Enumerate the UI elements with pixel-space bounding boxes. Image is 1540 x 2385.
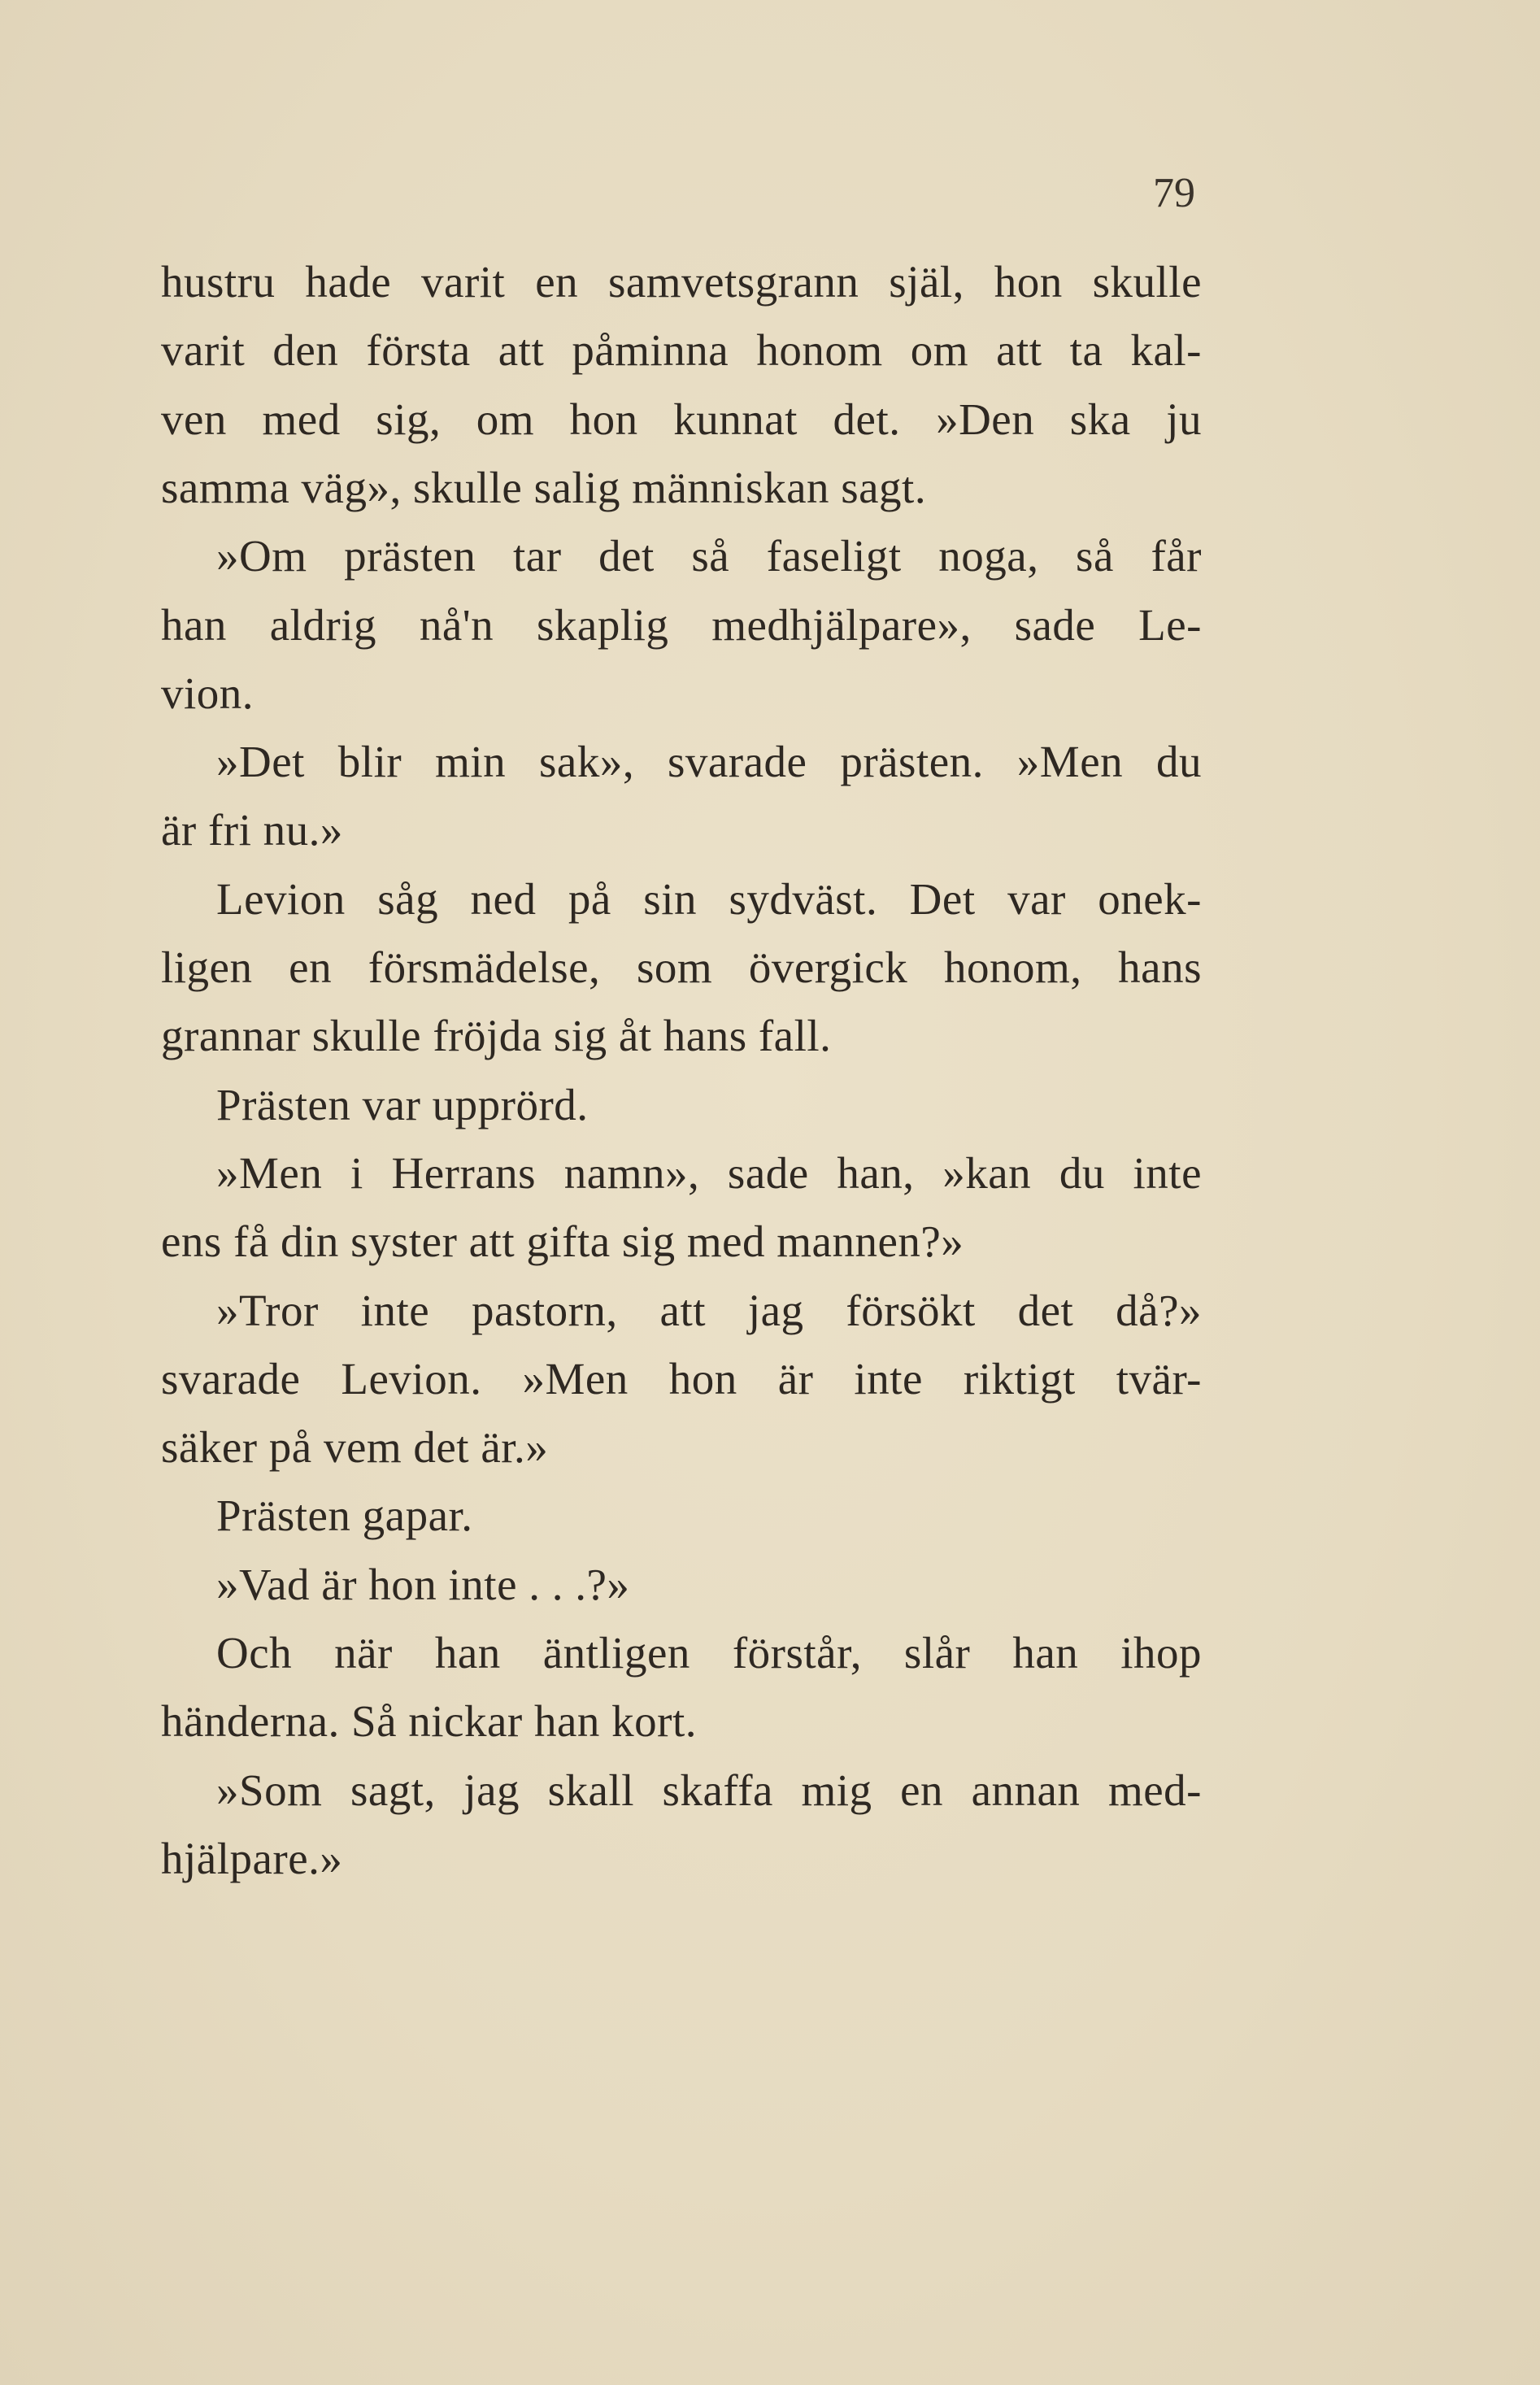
text-line: Och när han äntligen förstår, slår han ihop xyxy=(216,1628,1202,1678)
text-line: »Det blir min sak», svarade prästen. »Men du xyxy=(216,737,1202,787)
text-line: »Om prästen tar det så faseligt noga, så får xyxy=(216,531,1202,581)
text-line: Prästen gapar. xyxy=(216,1491,473,1541)
text-line: hustru hade varit en samvetsgrann själ, hon skulle xyxy=(161,257,1202,307)
text-line: grannar skulle fröjda sig åt hans fall. xyxy=(161,1011,832,1061)
text-line: ven med sig, om hon kunnat det. »Den ska ju xyxy=(161,394,1202,444)
text-line: ens få din syster att gifta sig med mannen?» xyxy=(161,1216,964,1267)
text-line: är fri nu.» xyxy=(161,805,343,855)
text-line: varit den första att påminna honom om att ta kal- xyxy=(161,325,1202,376)
text-line: samma väg», skulle salig människan sagt. xyxy=(161,462,927,512)
text-line: vion. xyxy=(161,668,254,718)
text-line: Prästen var upprörd. xyxy=(216,1079,589,1129)
text-line: hjälpare.» xyxy=(161,1833,343,1883)
text-line: svarade Levion. »Men hon är inte riktigt tvär- xyxy=(161,1353,1202,1404)
text-line: »Tror inte pastorn, att jag försökt det då?» xyxy=(216,1285,1202,1335)
page-number: 79 xyxy=(1153,170,1195,216)
text-line: säker på vem det är.» xyxy=(161,1422,549,1473)
text-line: händerna. Så nickar han kort. xyxy=(161,1696,697,1747)
text-line: »Vad är hon inte . . .?» xyxy=(216,1559,630,1609)
text-line: ligen en försmädelse, som övergick honom, hans xyxy=(161,942,1202,992)
text-line: »Som sagt, jag skall skaffa mig en annan med- xyxy=(216,1765,1202,1815)
text-line: »Men i Herrans namn», sade han, »kan du inte xyxy=(216,1147,1202,1198)
text-line: han aldrig nå'n skaplig medhjälpare», sade Le- xyxy=(161,599,1202,650)
text-line: Levion såg ned på sin sydväst. Det var onek- xyxy=(216,873,1202,924)
